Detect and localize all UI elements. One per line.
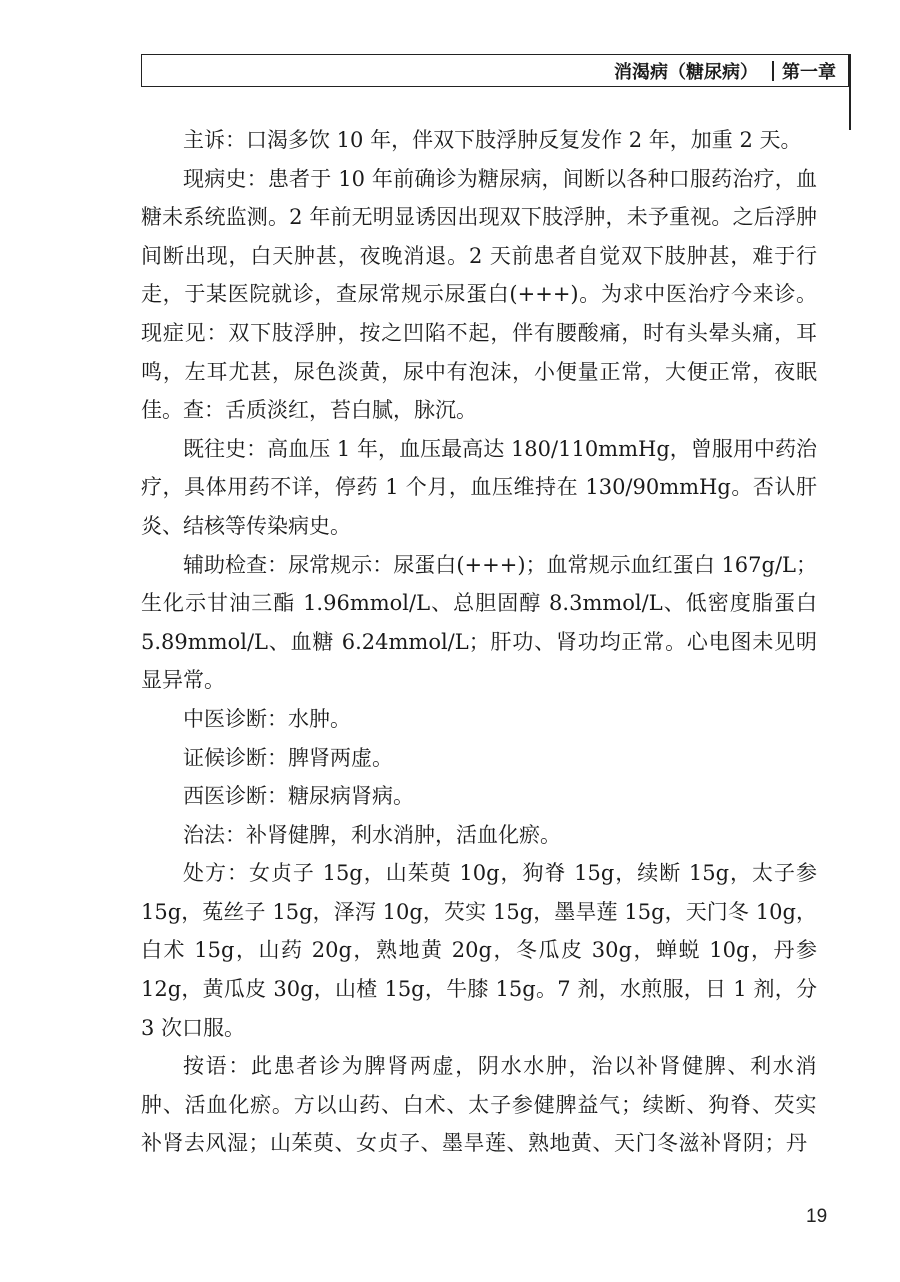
header-chapter-label: 第一章 bbox=[782, 61, 836, 83]
paragraph-western-diagnosis: 西医诊断：糖尿病肾病。 bbox=[183, 784, 414, 809]
paragraph-auxiliary-exam: 辅助检查：尿常规示：尿蛋白(+++)；血常规示血红蛋白 167g/L；生化示甘油三酯 1.96mmol/L、总胆固醇 8.3mmol/L、低密度脂蛋白 5.89mmol/L、血糖 6.24mmol/L；肝功、肾功均正常。心电图未见明显异常。 bbox=[141, 552, 817, 693]
paragraph-tcm-diagnosis: 中医诊断：水肿。 bbox=[183, 706, 351, 731]
page-body bbox=[141, 121, 817, 1163]
paragraph-past-history: 既往史：高血压 1 年，血压最高达 180/110mmHg，曾服用中药治疗，具体用药不详，停药 1 个月，血压维持在 130/90mmHg。否认肝炎、结核等传染病史。 bbox=[141, 436, 817, 538]
paragraph-present-illness: 现病史：患者于 10 年前确诊为糖尿病，间断以各种口服药治疗，血糖未系统监测。2 年前无明显诱因出现双下肢浮肿，未予重视。之后浮肿间断出现，白天肿甚，夜晚消退。2 天前患者自觉双下肢肿甚，难于行走，于某医院就诊，查尿常规示尿蛋白(+++)。为求中医治疗今来诊。现症见：双下肢浮肿，按之凹陷不起，伴有腰酸痛，时有头晕头痛，耳鸣，左耳尤甚，尿色淡黄，尿中有泡沫，小便量正常，大便正常，夜眠佳。查：舌质淡红，苔白腻，脉沉。 bbox=[141, 166, 817, 423]
header-side-rule bbox=[849, 54, 851, 130]
header-divider bbox=[772, 61, 774, 81]
paragraph-chief-complaint: 主诉：口渴多饮 10 年，伴双下肢浮肿反复发作 2 年，加重 2 天。 bbox=[183, 128, 802, 152]
paragraph-syndrome-diagnosis: 证候诊断：脾肾两虚。 bbox=[183, 745, 393, 770]
page-number: 19 bbox=[806, 1206, 828, 1227]
header-section-title: 消渴病（糖尿病） bbox=[614, 61, 758, 83]
running-header bbox=[141, 54, 849, 87]
paragraph-prescription: 处方：女贞子 15g，山茱萸 10g，狗脊 15g，续断 15g，太子参 15g，菟丝子 15g，泽泻 10g，芡实 15g，墨旱莲 15g，天门冬 10g，白术 15g，山药 20g，熟地黄 20g，冬瓜皮 30g，蝉蜕 10g，丹参 12g，黄瓜皮 30g，山楂 15g，牛膝 15g。7 剂，水煎服，日 1 剂，分 3 次口服。 bbox=[141, 861, 817, 1040]
paragraph-treatment-method: 治法：补肾健脾，利水消肿，活血化瘀。 bbox=[183, 822, 561, 847]
paragraph-commentary: 按语：此患者诊为脾肾两虚，阴水水肿，治以补肾健脾、利水消肿、活血化瘀。方以山药、白术、太子参健脾益气；续断、狗脊、芡实补肾去风湿；山茱萸、女贞子、墨旱莲、熟地黄、天门冬滋补肾阴；丹 bbox=[141, 1054, 817, 1156]
